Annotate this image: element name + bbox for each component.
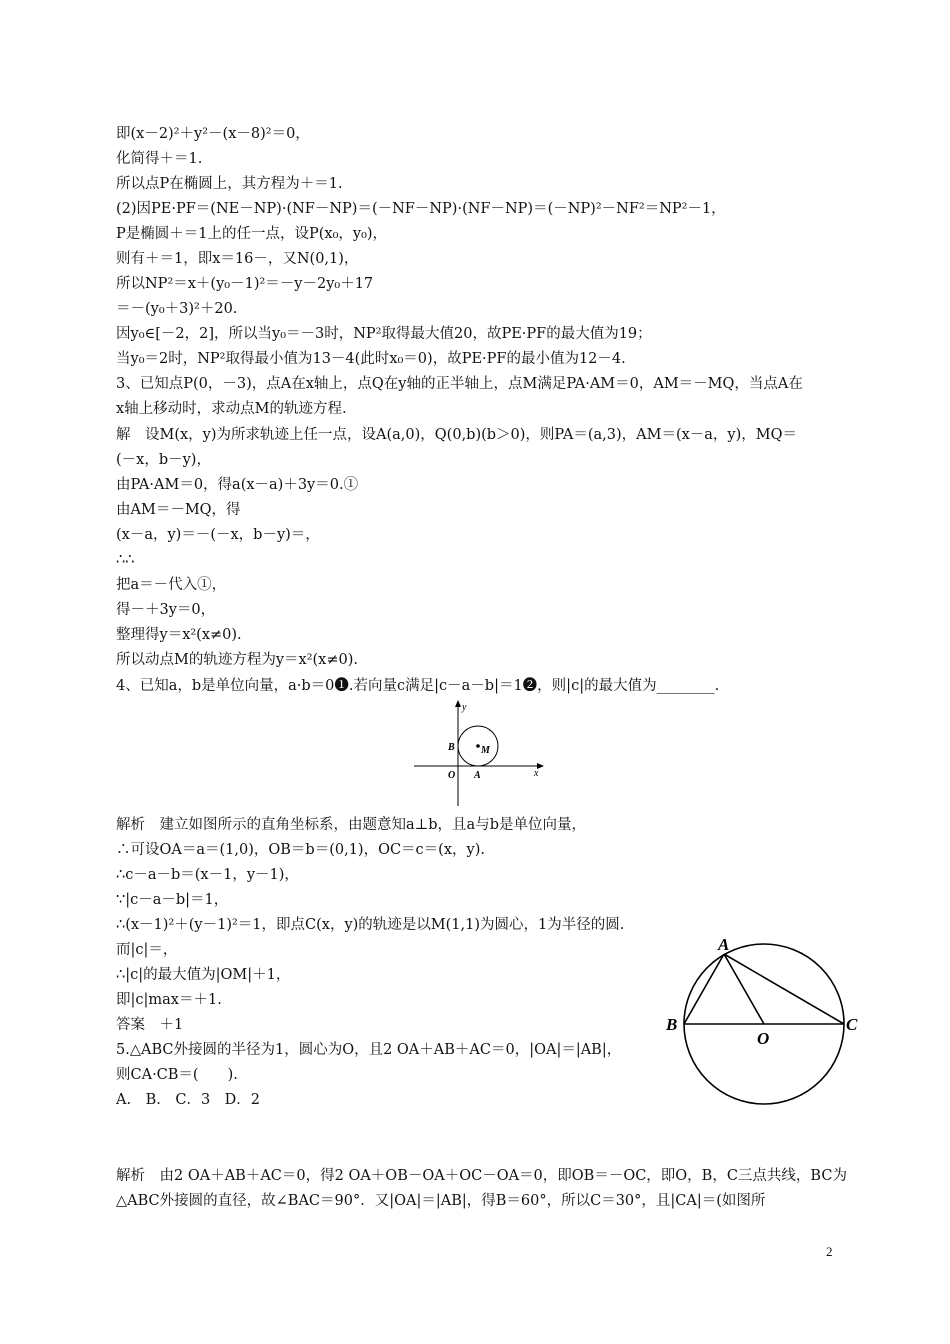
text-line: 因y₀∈[－2，2]，所以当y₀＝－3时，NP²取得最大值20，故PE·PF的最大值为19； <box>116 326 652 342</box>
segment-ao <box>724 954 764 1024</box>
text-line: (－x，b－y)， <box>116 452 211 468</box>
point-m-label: M <box>481 745 490 756</box>
answer-choices: A. B. C．3 D．2 <box>116 1092 261 1108</box>
point-b-label: B <box>448 742 455 753</box>
vertex-c-label: C <box>846 1015 858 1034</box>
text-line: x轴上移动时，求动点M的轨迹方程. <box>116 401 347 417</box>
y-axis-label: y <box>462 702 467 713</box>
text-line: 所以动点M的轨迹方程为y＝x²(x≠0). <box>116 652 359 668</box>
vertex-a-label: A <box>718 935 730 954</box>
text-line: 解 设M(x，y)为所求轨迹上任一点，设A(a,0)，Q(0,b)(b＞0)，则PA＝(a,3)，AM＝(x－a，y)，MQ＝ <box>116 427 798 443</box>
text-line: 由PA·AM＝0，得a(x－a)＋3y＝0.① <box>116 477 359 493</box>
text-line: ∴∴ <box>116 552 135 568</box>
text-line: ∴c－a－b＝(x－1，y－1)， <box>116 867 299 883</box>
text-line: 则有＋＝1，即x＝16－，又N(0,1)， <box>116 251 359 267</box>
text-line: ＝－(y₀＋3)²＋20. <box>116 301 238 317</box>
text-line: 把a＝－代入①， <box>116 577 227 593</box>
text-line: 即(x－2)²＋y²－(x－8)²＝0， <box>116 126 310 142</box>
problem-5-statement: 5.△ABC外接圆的半径为1，圆心为O，且2 OA＋AB＋AC＝0，|OA|＝|AB|， <box>116 1042 622 1058</box>
center-o-label: O <box>757 1029 770 1048</box>
vertex-b-label: B <box>666 1015 678 1034</box>
coordinate-figure <box>412 700 548 808</box>
segment-ab <box>684 954 724 1024</box>
answer-line: 答案 ＋1 <box>116 1017 184 1033</box>
text-line: ∵|c－a－b|＝1， <box>116 892 229 908</box>
text-line: 所以NP²＝x＋(y₀－1)²＝－y－2y₀＋17 <box>116 276 374 292</box>
text-line: 由AM＝－MQ，得 <box>116 502 241 518</box>
text-line: △ABC外接圆的直径，故∠BAC＝90°．又|OA|＝|AB|，得B＝60°，所以C＝30°，且|CA|＝(如图所 <box>116 1193 766 1209</box>
text-line: (x－a，y)＝－(－x，b－y)＝， <box>116 527 320 543</box>
text-line: 则CA·CB＝( ). <box>116 1067 238 1083</box>
problem-3-statement: 3、已知点P(0，－3)，点A在x轴上，点Q在y轴的正半轴上，点M满足PA·AM＝0，AM＝－MQ，当点A在 <box>116 376 803 392</box>
text-line: ∴(x－1)²＋(y－1)²＝1，即点C(x，y)的轨迹是以M(1,1)为圆心，1为半径的圆. <box>116 917 625 933</box>
text-line: ∴|c|的最大值为|OM|＋1， <box>116 967 291 983</box>
text-line: 解析 由2 OA＋AB＋AC＝0，得2 OA＋OB－OA＋OC－OA＝0，即OB＝－OC，即O，B，C三点共线，BC为 <box>116 1168 847 1184</box>
text-line: 整理得y＝x²(x≠0). <box>116 627 242 643</box>
point-a-label: A <box>474 770 481 781</box>
text-line: P是椭圆＋＝1上的任一点，设P(x₀，y₀)， <box>116 226 388 242</box>
x-axis-label: x <box>534 768 539 779</box>
text-line: 得－＋3y＝0， <box>116 602 216 618</box>
problem-4-statement: 4、已知a，b是单位向量，a·b＝0❶.若向量c满足|c－a－b|＝1❷，则|c|的最大值为________. <box>116 678 720 694</box>
text-line: ∴可设OA＝a＝(1,0)，OB＝b＝(0,1)，OC＝c＝(x，y). <box>116 842 485 858</box>
text-line: 当y₀＝2时，NP²取得最小值为13－4(此时x₀＝0)，故PE·PF的最小值为12－4. <box>116 351 626 367</box>
text-line: 所以点P在椭圆上，其方程为＋＝1. <box>116 176 343 192</box>
origin-label: O <box>448 770 456 781</box>
segment-ac <box>724 954 844 1024</box>
text-line: 即|c|max＝＋1. <box>116 992 222 1008</box>
text-line: 化简得＋＝1. <box>116 151 203 167</box>
center-point-m <box>476 744 480 748</box>
text-line: 而|c|＝， <box>116 942 178 958</box>
y-axis-arrow <box>455 700 461 707</box>
page-number: 2 <box>826 1244 833 1259</box>
text-line: 解析 建立如图所示的直角坐标系，由题意知a⊥b，且a与b是单位向量， <box>116 817 586 833</box>
circumcircle-figure <box>660 930 865 1110</box>
text-line: (2)因PE·PF＝(NE－NP)·(NF－NP)＝(－NF－NP)·(NF－NP)＝(－NP)²－NF²＝NP²－1， <box>116 201 726 217</box>
